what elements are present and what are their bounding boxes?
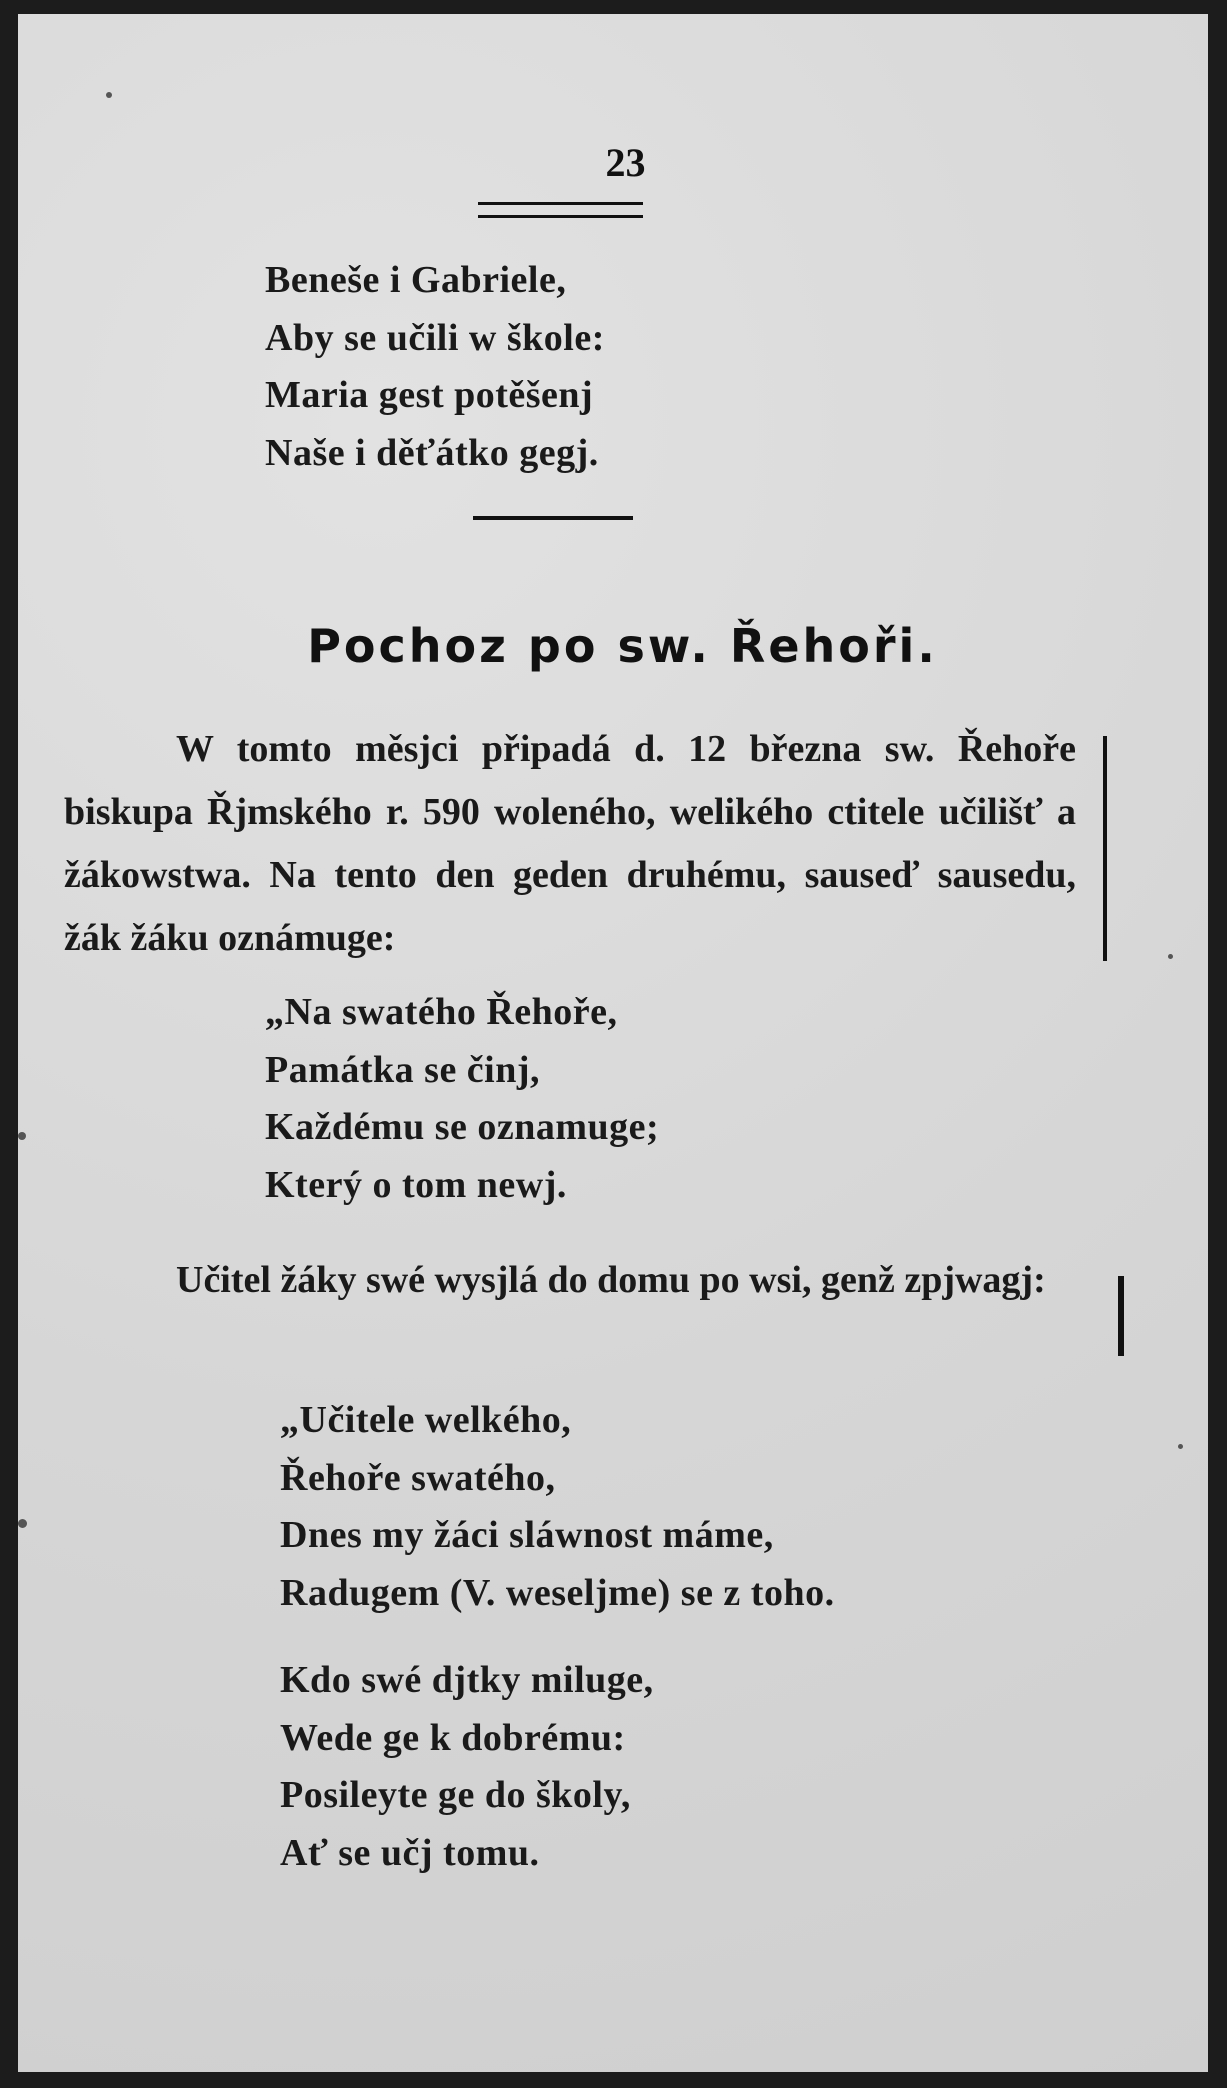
section-title: Pochoz po sw. Řehoři. [307, 619, 938, 673]
verse-line: Památka se činj, [265, 1048, 541, 1091]
paper-speck [18, 1132, 26, 1140]
paragraph-teacher: Učitel žáky swé wysjlá do domu po wsi, genž zpjwagj: [176, 1259, 1046, 1301]
page-number: 23 [605, 140, 646, 185]
verse-line: Dnes my žáci sláwnost máme, [280, 1514, 774, 1556]
verse-line: Naše i děťátko gegj. [265, 431, 599, 474]
paragraph-intro: W tomto měsjci připadá d. 12 března sw. Řehoře biskupa Řjmského r. 590 woleného, welikého ctitele učilišť a žákowstwa. Na tento den geden druhému, sauseď sausedu, žák žáku oznámuge: [64, 728, 1076, 959]
verse-line: Který o tom newj. [265, 1163, 567, 1206]
double-rule-divider [478, 202, 643, 218]
verse-stanza-4 [280, 1652, 654, 1882]
verse-stanza-1 [265, 252, 605, 482]
paper-speck [1168, 954, 1173, 959]
verse-line: Posileyte ge do školy, [280, 1774, 631, 1816]
verse-line: „Na swatého Řehoře, [265, 991, 618, 1033]
section-divider [473, 516, 633, 520]
verse-line: Beneše i Gabriele, [265, 259, 567, 301]
paper-speck [18, 1519, 27, 1528]
verse-line: Ať se učj tomu. [280, 1831, 540, 1874]
verse-stanza-2 [265, 984, 659, 1214]
paper-speck [1178, 1444, 1183, 1449]
verse-line: „Učitele welkého, [280, 1399, 572, 1441]
verse-line: Maria gest potěšenj [265, 374, 594, 416]
verse-line: Wede ge k dobrému: [280, 1716, 626, 1759]
verse-stanza-3 [280, 1392, 835, 1622]
verse-line: Kdo swé djtky miluge, [280, 1659, 654, 1701]
paper-speck [106, 92, 112, 98]
verse-line: Řehoře swatého, [280, 1456, 556, 1499]
verse-line: Aby se učili w škole: [265, 316, 605, 359]
verse-line: Každému se oznamuge; [265, 1106, 660, 1148]
margin-mark [1118, 1276, 1124, 1356]
book-page [18, 14, 1208, 2072]
margin-mark [1103, 736, 1107, 961]
verse-line: Radugem (V. weseljme) se z toho. [280, 1571, 835, 1614]
